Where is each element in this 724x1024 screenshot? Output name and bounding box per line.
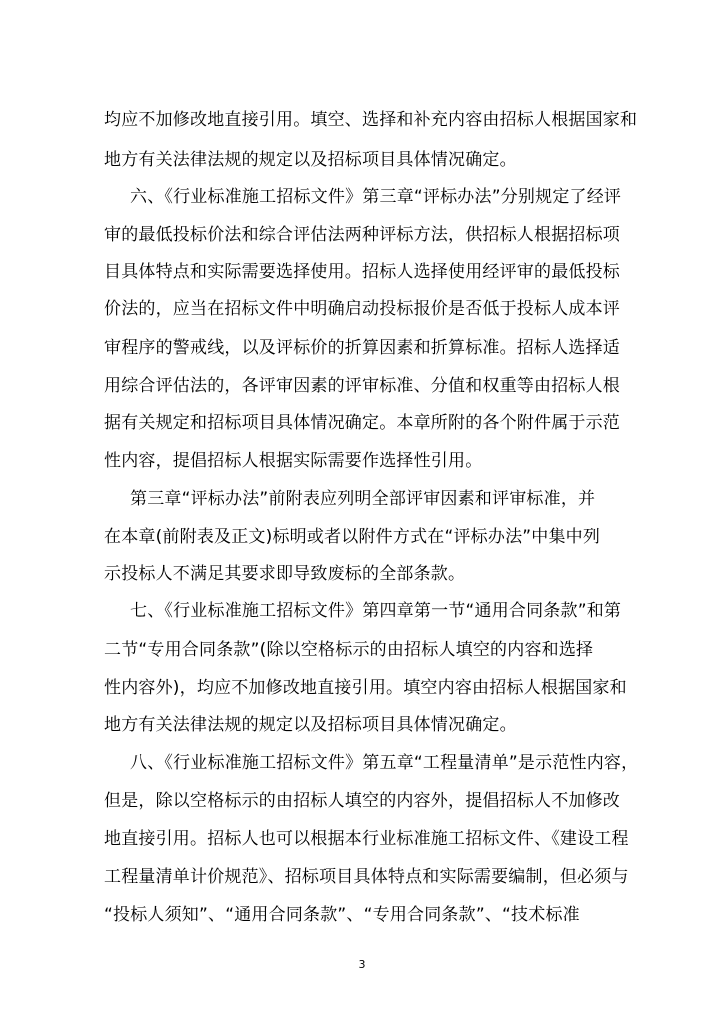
body-text-line: 在本章(前附表及正文)标明或者以附件方式在“评标办法”中集中列	[104, 527, 601, 547]
body-text-line: 地方有关法律法规的规定以及招标项目具体情况确定。	[104, 150, 517, 170]
body-text-line: 示投标人不满足其要求即导致废标的全部条款。	[104, 564, 466, 584]
body-text-line: “投标人须知”、“通用合同条款”、“专用合同条款”、“技术标准	[104, 905, 580, 925]
body-text-line: 工程量清单计价规范》、招标项目具体特点和实际需要编制，但必须与	[104, 867, 629, 887]
body-text-line: 审程序的警戒线，以及评标价的折算因素和折算标准。招标人选择适	[104, 338, 620, 358]
paragraph-6-first-line: 六、《行业标准施工招标文件》第三章“评标办法”分别规定了经评	[130, 187, 622, 207]
body-text-line: 用综合评估法的，各评审因素的评审标准、分值和权重等由招标人根	[104, 376, 620, 396]
body-text-line: 二节“专用合同条款”(除以空格标示的由招标人填空的内容和选择	[104, 640, 594, 660]
body-text-line: 性内容外)，均应不加修改地直接引用。填空内容由招标人根据国家和	[104, 678, 627, 698]
body-text-line: 目具体特点和实际需要选择使用。招标人选择使用经评审的最低投标	[104, 262, 620, 282]
paragraph-7-first-line: 七、《行业标准施工招标文件》第四章第一节“通用合同条款”和第	[130, 601, 622, 621]
body-text-line: 性内容，提倡招标人根据实际需要作选择性引用。	[104, 451, 483, 471]
page-number: 3	[358, 958, 366, 971]
body-text-line: 均应不加修改地直接引用。填空、选择和补充内容由招标人根据国家和	[104, 110, 638, 130]
body-text-line: 地方有关法律法规的规定以及招标项目具体情况确定。	[104, 715, 517, 735]
paragraph-8-first-line: 八、《行业标准施工招标文件》第五章“工程量清单”是示范性内容，	[130, 753, 639, 773]
body-text-line: 据有关规定和招标项目具体情况确定。本章所附的各个附件属于示范	[104, 413, 620, 433]
body-text-line: 价法的，应当在招标文件中明确启动投标报价是否低于投标人成本评	[104, 299, 620, 319]
body-text-line: 审的最低投标价法和综合评估法两种评标方法，供招标人根据招标项	[104, 225, 620, 245]
paragraph-first-line: 第三章“评标办法”前附表应列明全部评审因素和评审标准，并	[130, 489, 596, 509]
body-text-line: 地直接引用。招标人也可以根据本行业标准施工招标文件、《建设工程	[104, 829, 629, 849]
body-text-line: 但是，除以空格标示的由招标人填空的内容外，提倡招标人不加修改	[104, 791, 620, 811]
